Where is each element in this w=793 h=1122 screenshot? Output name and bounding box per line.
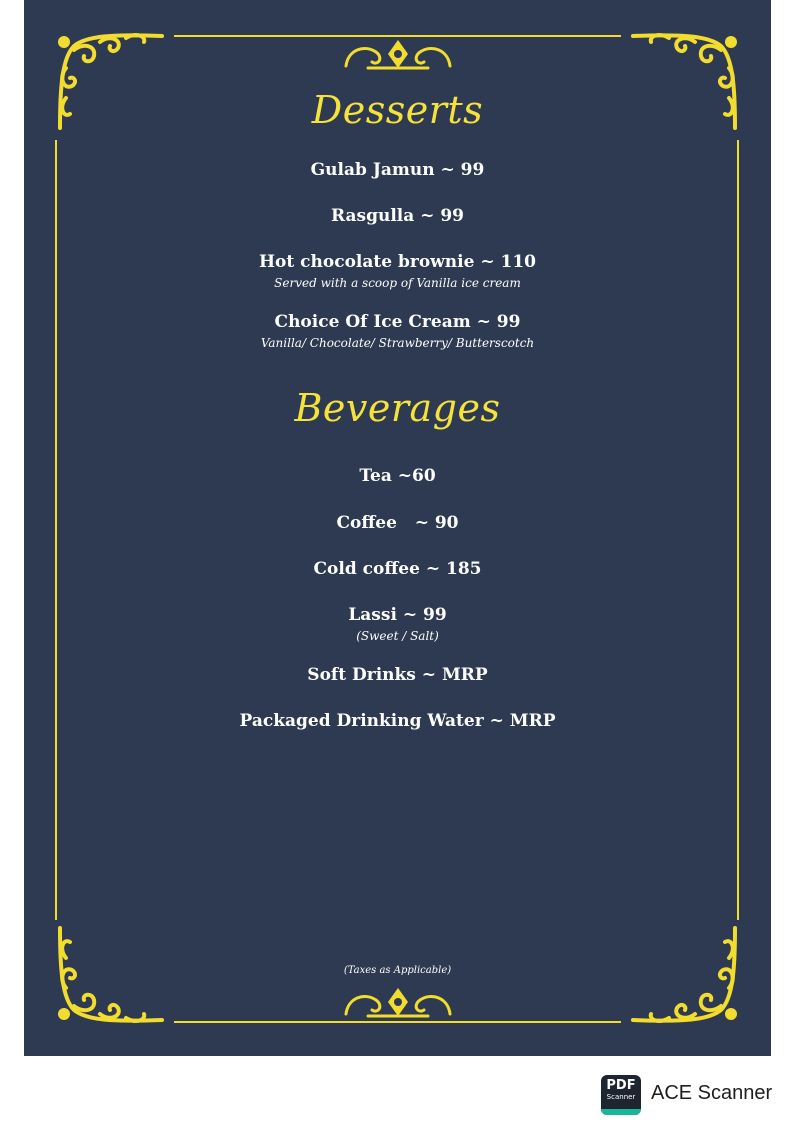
menu-item-name: Tea ~60 [359, 466, 436, 486]
pdf-scanner-icon [601, 1075, 641, 1115]
menu-item-description: Vanilla/ Chocolate/ Strawberry/ Butterscotch [260, 336, 535, 350]
menu-item-name: Soft Drinks ~ MRP [307, 665, 488, 685]
scanner-brand-label: ACE Scanner [651, 1082, 773, 1104]
menu-page [24, 0, 771, 1056]
menu-item-name: Packaged Drinking Water ~ MRP [239, 711, 556, 731]
taxes-note: (Taxes as Applicable) [343, 965, 452, 976]
menu-item-name: Coffee ~ 90 [336, 513, 459, 533]
badge-accent-bar [601, 1109, 641, 1115]
menu-item-name: Hot chocolate brownie ~ 110 [259, 252, 536, 272]
crest-ornament-icon [338, 984, 458, 1022]
menu-item-name: Rasgulla ~ 99 [330, 206, 465, 226]
menu-item-name: Choice Of Ice Cream ~ 99 [274, 312, 521, 332]
badge-bottom-text: Scanner [606, 1093, 636, 1101]
crest-ornament-icon [338, 36, 458, 74]
section-title-beverages: Beverages [294, 386, 501, 430]
section-title-desserts: Desserts [311, 88, 484, 132]
menu-item-name: Gulab Jamun ~ 99 [310, 160, 485, 180]
menu-item-description: Served with a scoop of Vanilla ice cream [274, 276, 521, 290]
badge-top-text: PDF [606, 1078, 636, 1093]
menu-item-name: Cold coffee ~ 185 [313, 559, 482, 579]
menu-item-name: Lassi ~ 99 [348, 605, 447, 625]
menu-item-description: (Sweet / Salt) [356, 629, 439, 643]
